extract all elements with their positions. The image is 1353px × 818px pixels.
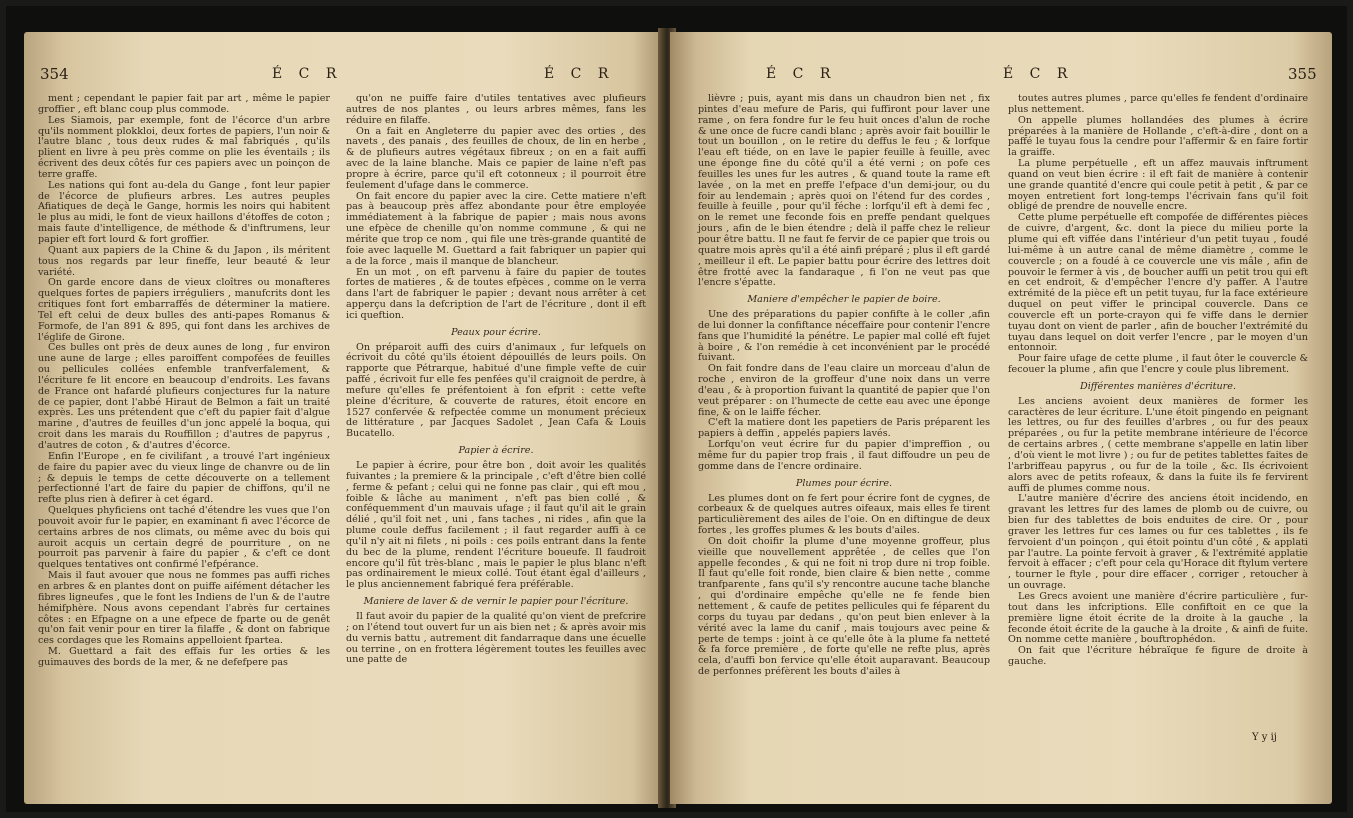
paragraph: Lorfqu'on veut écrire fur du papier d'impreffion , ou même fur du papier trop frais , il faut diffoudre un peu de gomme dans de l'encre ordinaire.: [698, 439, 990, 472]
paragraph: toutes autres plumes , parce qu'elles fe fendent d'ordinaire plus nettement.: [1008, 93, 1308, 115]
paragraph: On appelle plumes hollandées des plumes à écrire préparées à la manière de Hollande , c'eft-à-dire , dont on a paffé le tuyau fous la cendre pour l'affermir & en faire fortir la graiffe.: [1008, 114, 1308, 159]
paragraph: Les Grecs avoient une manière d'écrire particulière , fur-tout dans les infcriptions. Elle confiftoit en ce que la première ligne étoit écrite de la droite à la gauche , la feconde étoit écrite de la gauche à la droite , & ainfi de fuite. On nomme cette manière , bouftrophédon.: [1008, 590, 1308, 646]
paragraph: Les nations qui font au-dela du Gange , font leur papier de l'écorce de plufieurs arbres. Les autres peuples Afiatiques de deçà le Gange, hormis les noirs qui habitent le plus au midi, le font de vieux haillons d'étoffes de coton ; mais faute d'intelligence, de méthode & d'inftrumens, leur papier eft fort lourd & fort groffier.: [38, 179, 330, 245]
paragraph: Quant aux papiers de la Chine & du Japon , ils méritent tous nos regards par leur fineffe, leur beauté & leur variété.: [38, 244, 330, 278]
paragraph: Cette plume perpétuelle eft compofée de différentes pièces de cuivre, d'argent, &c. dont la piece du milieu porte la plume qui eft viffée dans l'intérieur d'un petit tuyau , foudé lui-même à un autre canal de même diamètre , comme le couvercle ; on a foudé à ce couvercle une vis mâle , afin de pouvoir le fermer à vis , de boucher auffi un petit trou qui eft en cet endroit, & d'empêcher l'encre d'y paffer. A l'autre extrémité de la pièce eft un petit tuyau, fur la face extérieure duquel on peut viffer le principal couvercle. Dans ce couvercle eft un porte-crayon qui fe viffe dans le dernier tuyau dont on vient de parler , afin de boucher l'extrémité du tuyau dans lequel on doit verfer l'encre , par le moyen d'un entonnoir.: [1008, 212, 1308, 354]
right-running-head-col2: É C R: [1003, 66, 1074, 82]
left-column-2: [346, 94, 646, 666]
paragraph: La plume perpétuelle , eft un affez mauvais inftrument quand on veut bien écrire : il eft fait de manière à contenir une grande quantité d'encre qui coule petit à petit , & par ce moyen entretient fort long-temps l'écrivain fans qu'il foit obligé de prendre de nouvelle encre.: [1008, 158, 1308, 213]
paragraph: On doit choifir la plume d'une moyenne groffeur, plus vieille que nouvellement apprêtée , de celles que l'on appelle fecondes , & qui ne foit ni trop dure ni trop foible. Il faut qu'elle foit ronde, bien claire & bien nette , comme tranfparente , fans qu'il s'y rencontre aucune tache blanche , qui d'ordinaire empêche qu'elle ne fe fende bien nettement , & caufe de petites pellicules qui fe féparent du corps du tuyau par dedans , qu'on peut bien enlever à la vérité avec la lame du canif , mais toujours avec peine & perte de temps : joint à ce qu'elle ôte à la plume fa netteté & fa force première , de forte qu'elle ne refte plus, après cela, d'auffi bon fervice qu'elle étoit auparavant. Beaucoup de perfonnes préfèrent les bouts d'ailes à: [698, 535, 990, 678]
section-heading: Papier à écrire.: [458, 445, 534, 457]
section-heading: Maniere de laver & de vernir le papier pour l'écriture.: [363, 596, 629, 608]
section-heading: Peaux pour écrire.: [451, 326, 541, 338]
left-column-1: [38, 94, 330, 669]
paragraph: Ces bulles ont près de deux aunes de long , fur environ une aune de large ; elles paroiffent compofées de feuilles ou pellicules collées enfemble tranfverfalement, & l'écriture fe lit encore en beaucoup d'endroits. Les favans de France ont hafardé plufieurs conjectures fur la nature de ce papier, dont l'abbé Hiraut de Belmon a fait un traité exprès. Les uns prétendent que c'eft du papier fait d'algue marine , d'autres de feuilles d'un jonc appelé la boqua, qui croit dans les marais du Rouffillon ; d'autres de papyrus , d'autres de coton , & d'autres d'écorce.: [38, 342, 330, 451]
right-running-head: É C R: [766, 66, 837, 82]
right-page: [670, 32, 1332, 804]
paragraph: En un mot , on eft parvenu à faire du papier de toutes fortes de matieres , & de toutes efpèces , comme on le verra dans l'art de fabriquer le papier ; devant nous arrêter à cet apperçu dans la defcription de l'art de l'écriture , dont il eft ici queftion.: [346, 266, 646, 321]
paragraph: Mais il faut avouer que nous ne fommes pas auffi riches en arbres & en plantes dont on puiffe aifément détacher les fibres ligneufes , que le font les Indiens de l'un & de l'autre hémifphère. Nous avons cependant l'abrès fur certaines côtes : en Efpagne on a une efpece de fparte ou de genêt qu'on fait venir pour en tirer la filaffe , & dont on fabrique ces cordages que les Romains appelloient fpartea.: [38, 570, 330, 647]
right-page-number: 355: [1288, 65, 1317, 83]
book-spread: [6, 6, 1347, 812]
left-page-number: 354: [40, 65, 69, 83]
paragraph: On fait encore du papier avec la cire. Cette matiere n'eft pas à beaucoup près affez abondante pour être employée immédiatement à la fabrique de papier ; mais nous avons une efpèce de chenille qu'on nomme commune , & qui ne mérite que trop ce nom , qui file une très-grande quantité de foie avec laquelle M. Guettard a fait fabriquer un papier qui a de la force , mais il manque de blancheur.: [346, 190, 646, 267]
section-heading: Plumes pour écrire.: [795, 477, 893, 489]
paragraph: qu'on ne puiffe faire d'utiles tentatives avec plufieurs autres de nos plantes , ou leurs arbres mêmes, fans les réduire en filaffe.: [346, 93, 646, 126]
paragraph: Enfin l'Europe , en fe civilifant , a trouvé l'art ingénieux de faire du papier avec du vieux linge de chanvre ou de lin ; & depuis le temps de cette découverte on a tellement perfectionné l'art de faire du papier de chiffons, qu'il ne refte plus rien à defirer à cet égard.: [38, 450, 330, 506]
section-heading: Maniere d'empêcher le papier de boire.: [747, 294, 941, 306]
section-heading: Différentes manières d'écriture.: [1080, 380, 1236, 392]
paragraph: L'autre manière d'écrire des anciens étoit incidendo, en gravant les lettres fur des lames de plomb ou de cuivre, ou bien fur des tablettes de bois enduites de cire. Or , pour graver les lettres fur ces lames ou fur ces tablettes , ils fe fervoient d'un poinçon , qui étoit pointu d'un côté , & applati par l'autre. La pointe fervoit à graver , & l'extrémité applatie fervoit à effacer ; c'eft pour cela qu'Horace dit ftylum vertere , tourner le ftyle , pour dire effacer , corriger , retoucher à un ouvrage.: [1008, 493, 1308, 592]
paragraph: Les plumes dont on fe fert pour écrire font de cygnes, de corbeaux & de quelques autres oifeaux, mais elles fe tirent particulièrement des ailes de l'oie. On en diftingue de deux fortes , les groffes plumes & les bouts d'ailes.: [698, 492, 990, 537]
left-running-head: É C R: [272, 66, 343, 82]
signature-mark: Y y ij: [1252, 732, 1277, 743]
paragraph: On a fait en Angleterre du papier avec des orties , des navets , des panais , des feuilles de choux, de lin en herbe , & de plufieurs autres végétaux fibreux ; on en a fait auffi avec de la laine blanche. Mais ce papier de laine n'eft pas propre à écrire, parce qu'il eft cotonneux ; il pourroit être feulement d'ufage dans le commerce.: [346, 125, 646, 191]
paragraph: ment ; cependant le papier fait par art , même le papier groffier , eft blanc coup plus commode.: [38, 93, 330, 115]
paragraph: M. Guettard a fait des effais fur les orties & les guimauves des bords de la mer, & ne defefpere pas: [38, 646, 330, 668]
paragraph: Les anciens avoient deux manières de former les caractères de leur écriture. L'une étoit pingendo en peignant les lettres, ou fur des feuilles d'arbres , ou fur des peaux préparées , ou fur la petite membrane intérieure de l'écorce de certains arbres , ( cette membrane s'appelle en latin liber , d'où vient le mot livre ) ; ou fur de petites tablettes faites de l'arbriffeau papyrus , ou fur de la toile , &c. Ils écrivoient alors avec de petits rofeaux, & dans la fuite ils fe fervirent auffi de plumes comme nous.: [1008, 395, 1308, 494]
paragraph: Pour faire ufage de cette plume , il faut ôter le couvercle & fecouer la plume , afin que l'encre y coule plus librement.: [1008, 353, 1308, 376]
paragraph: Une des préparations du papier confifte à le coller ,afin de lui donner la confiftance néceffaire pour contenir l'encre fans que l'humidité la pénétre. Le papier mal collé eft fujet à boire , & l'on remédie à cet inconvénient par le procédé fuivant.: [698, 309, 990, 364]
paragraph: On préparoit auffi des cuirs d'animaux , fur lefquels on écrivoit du côté qu'ils étoient dépouillés de leurs poils. On rapporte que Pétrarque, habitué d'une fimple vefte de cuir paffé , écrivoit fur elle fes penfées qu'il craignoit de perdre, à mefure qu'elles fe préfentoient à fon efprit : cette vefte pleine d'écriture, & couverte de ratures, étoit encore en 1527 confervée & refpectée comme un monument précieux de littérature , par Jacques Sadolet , Jean Cafa & Louis Bucatello.: [346, 341, 646, 440]
paragraph: On fait fondre dans de l'eau claire un morceau d'alun de roche , environ de la groffeur d'une noix dans un verre d'eau , & à proportion fuivant la quantité de papier que l'on veut préparer : on l'humecte de cette eau avec une éponge fine, & on le laiffe fécher.: [698, 363, 990, 418]
paragraph: Les Siamois, par exemple, font de l'écorce d'un arbre qu'ils nomment plokkloi, deux fortes de papiers, l'un noir & l'autre blanc , tous deux rudes & mal fabriqués , qu'ils plient en livre à peu près comme on plie les éventails ; ils écrivent des deux côtés fur ces papiers avec un poinçon de terre graffe.: [38, 114, 330, 180]
left-page: [24, 32, 664, 804]
paragraph: Quelques phyficiens ont taché d'étendre les vues que l'on pouvoit avoir fur le papier, en examinant fi avec l'écorce de certains arbres de nos climats, ou même avec du bois qui auroit acquis un certain degré de pourriture , on ne pourroit pas parvenir à faire du papier , & c'eft ce dont quelques tentatives ont confirmé l'efpérance.: [38, 505, 330, 571]
paragraph: C'eft la matiere dont les papetiers de Paris préparent les papiers à deffin , appelés papiers lavés.: [698, 417, 990, 440]
paragraph: lièvre ; puis, ayant mis dans un chaudron bien net , fix pintes d'eau mefure de Paris, qui fuffiront pour laver une rame , on fera fondre fur le feu huit onces d'alun de roche & une once de fucre candi blanc ; après avoir fait bouillir le tout un bouillon , on le retire du deffus le feu ; & lorfque l'eau eft tiéde, on en lave le papier feuille à feuille, avec une éponge fine du côté qu'il a été verni ; on pofe ces feuilles les unes fur les autres , & quand toute la rame eft lavée , on la met en preffe l'efpace d'un demi-jour, ou du foir au lendemain ; après quoi on l'étend fur des cordes , feuille à feuille , pour qu'il féche : lorfqu'il eft à demi fec , on le remet une feconde fois en preffe pendant quelques jours , afin de le bien étendre ; delà il paffe chez le relieur pour être battu. Il ne faut fe fervir de ce papier que trois ou quatre mois après qu'il a été ainfi préparé ; plus il eft gardé , meilleur il eft. Le papier battu pour écrire des lettres doit être frotté avec la fandaraque , fi l'on ne veut pas que l'encre s'épatte.: [698, 93, 990, 289]
paragraph: Il faut avoir du papier de la qualité qu'on vient de prefcrire ; on l'étend tout ouvert fur un ais bien net ; & après avoir mis du vernis battu , autrement dit fandarraque dans une écuelle ou terrine , on en frottera légèrement toutes les feuilles avec une patte de: [346, 610, 646, 666]
paragraph: On garde encore dans de vieux cloîtres ou monafteres quelques fortes de papiers irréguliers , manufcrits dont les critiques font fort embarraffés de déterminer la matiere. Tel eft celui de deux bulles des anti-papes Romanus & Formofe, de l'an 891 & 895, qui font dans les archives de l'églife de Girone.: [38, 277, 330, 343]
left-running-head-col2: É C R: [544, 66, 615, 82]
right-column-2: [1008, 94, 1308, 668]
right-column-1: [698, 94, 990, 678]
paragraph: On fait que l'écriture hébraïque fe figure de droite à gauche.: [1008, 645, 1308, 668]
paragraph: Le papier à écrire, pour être bon , doit avoir les qualités fuivantes ; la premiere & la principale , c'eft d'être bien collé , ferme & pefant ; celui qui ne fonne pas clair , qui eft mou , foible & lâche au maniment , n'eft pas bien collé , & conféquemment d'un mauvais ufage ; il faut qu'il ait le grain délié , qu'il foit net , uni , fans taches , ni rides , afin que la plume coule deffus facilement ; il faut regarder auffi à ce qu'il n'y ait ni filets , ni poils : ces poils entrant dans la fente du bec de la plume, rendent l'écriture boueufe. Il faudroit encore qu'il fût très-blanc , mais le papier le plus blanc n'eft pas ordinairement le mieux collé. Tout étant égal d'ailleurs , le plus anciennement fabriqué fera préférable.: [346, 460, 646, 591]
